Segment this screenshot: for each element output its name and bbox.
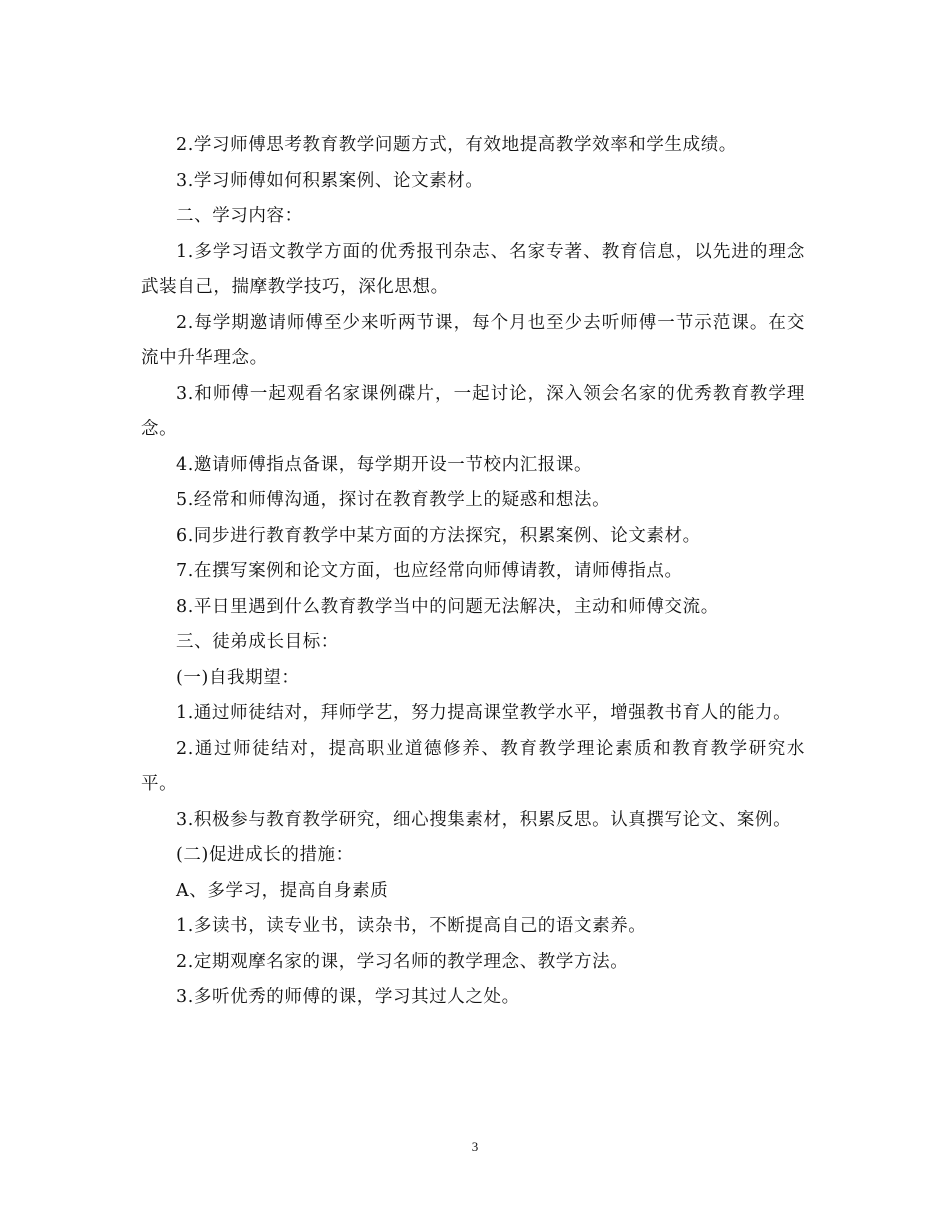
paragraph: A、多学习，提高自身素质 xyxy=(176,880,389,901)
subsection-heading: (一)自我期望： xyxy=(176,667,300,688)
paragraph: 8.平日里遇到什么教育教学当中的问题无法解决，主动和师傅交流。 xyxy=(176,596,719,617)
paragraph: 1.多学习语文教学方面的优秀报刊杂志、名家专著、教育信息，以先进的理念武装自己，揣摩教学技巧，深化思想。 xyxy=(141,241,805,297)
paragraph: 3.多听优秀的师傅的课，学习其过人之处。 xyxy=(176,987,520,1007)
paragraph: 2.定期观摩名家的课，学习名师的教学理念、教学方法。 xyxy=(176,951,629,972)
paragraph: 1.多读书，读专业书，读杂书，不断提高自己的语文素养。 xyxy=(176,916,647,936)
paragraph: 4.邀请师傅指点备课，每学期开设一节校内汇报课。 xyxy=(176,454,593,475)
subsection-heading: (二)促进成长的措施： xyxy=(176,845,354,865)
paragraph: 3.和师傅一起观看名家课例碟片，一起讨论，深入领会名家的优秀教育教学理念。 xyxy=(141,383,805,439)
paragraph: 1.通过师徒结对，拜师学艺，努力提高课堂教学水平，增强教书育人的能力。 xyxy=(176,703,792,723)
document-body xyxy=(141,128,805,1016)
paragraph: 6.同步进行教育教学中某方面的方法探究，积累案例、论文素材。 xyxy=(176,525,701,546)
paragraph: 3.学习师傅如何积累案例、论文素材。 xyxy=(176,170,484,191)
section-heading: 三、徒弟成长目标： xyxy=(176,632,339,652)
paragraph: 2.通过师徒结对，提高职业道德修养、教育教学理论素质和教育教学研究水平。 xyxy=(141,738,805,794)
paragraph: 5.经常和师傅沟通，探讨在教育教学上的疑惑和想法。 xyxy=(176,490,611,510)
paragraph: 2.每学期邀请师傅至少来听两节课，每个月也至少去听师傅一节示范课。在交流中升华理念。 xyxy=(141,312,805,368)
page-number: 3 xyxy=(471,1139,479,1154)
paragraph: 3.积极参与教育教学研究，细心搜集素材，积累反思。认真撰写论文、案例。 xyxy=(176,809,792,830)
section-heading: 二、学习内容： xyxy=(176,206,303,226)
paragraph: 7.在撰写案例和论文方面，也应经常向师傅请教，请师傅指点。 xyxy=(176,561,683,581)
paragraph: 2.学习师傅思考教育教学问题方式，有效地提高教学效率和学生成绩。 xyxy=(176,135,737,155)
